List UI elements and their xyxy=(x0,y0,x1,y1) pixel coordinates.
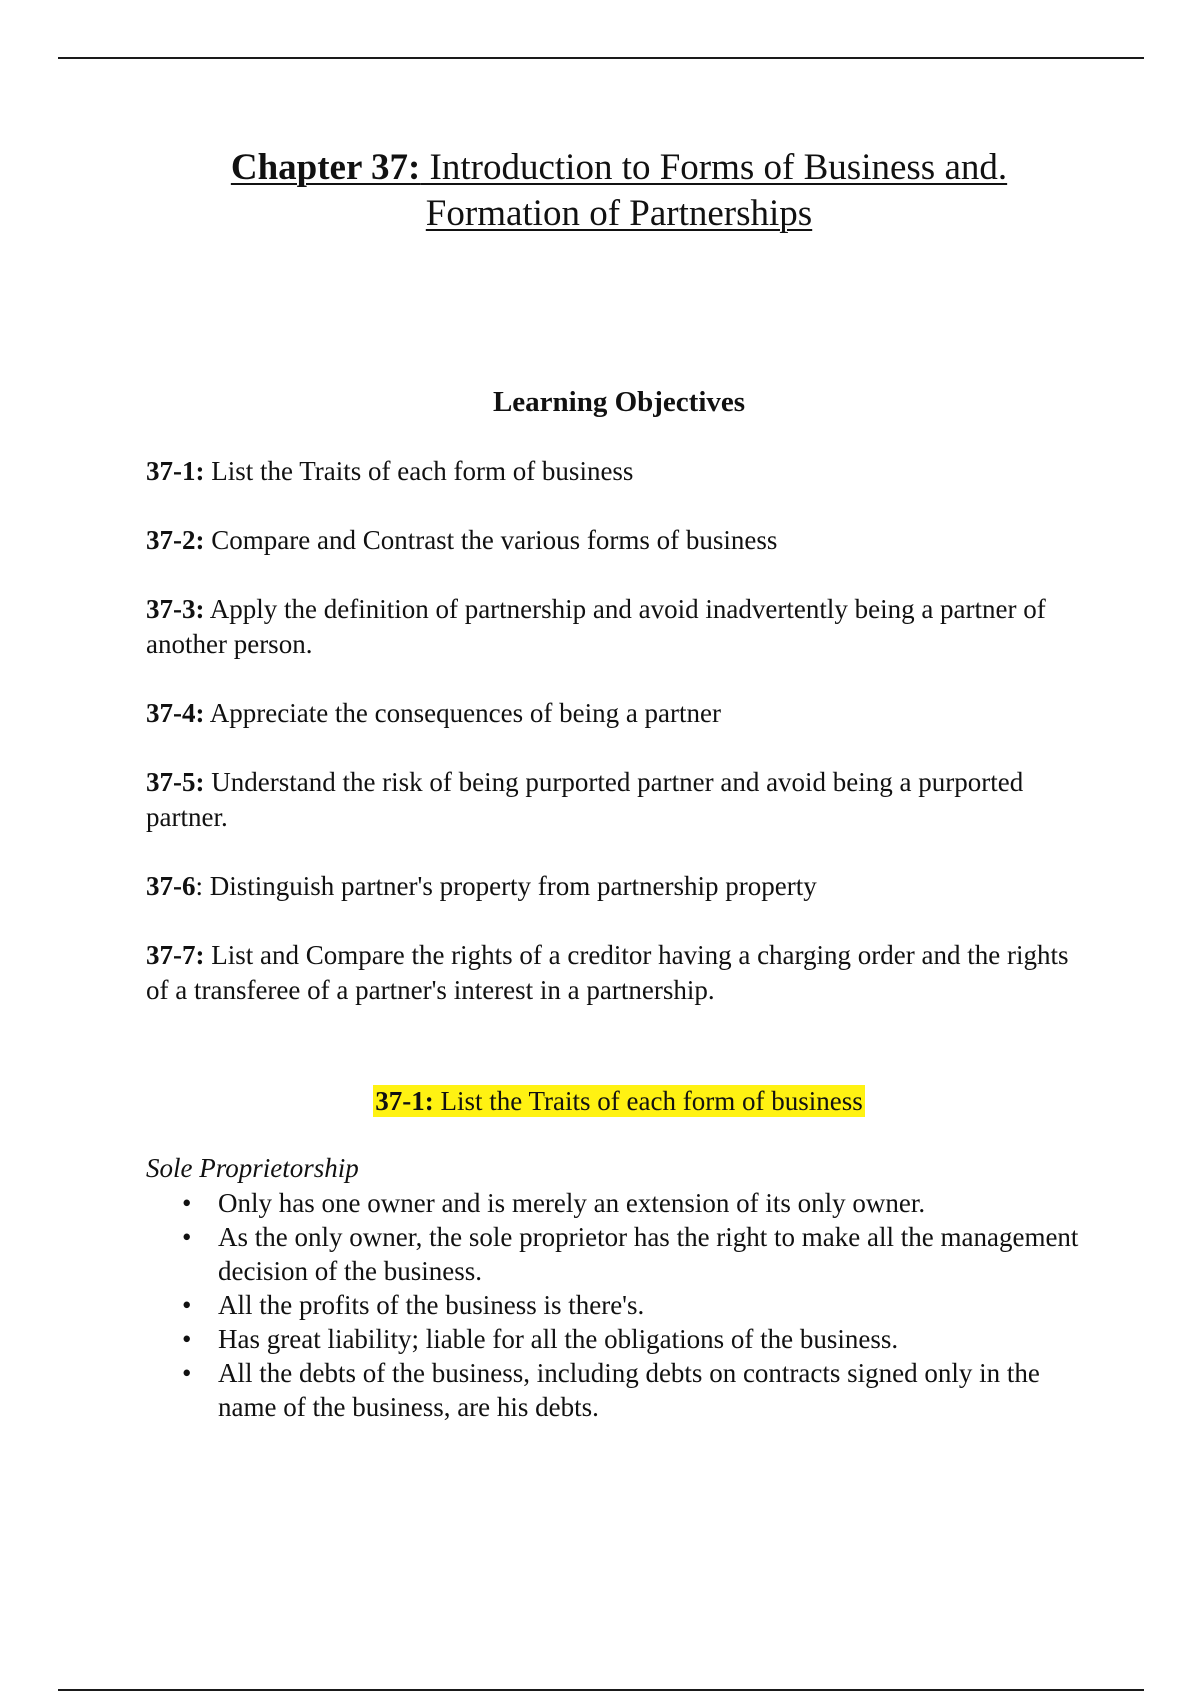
title-chapter-number: Chapter 37: xyxy=(230,147,421,188)
list-item xyxy=(146,1288,1086,1322)
objective-number: 37-1: xyxy=(146,456,205,486)
objective-number: 37-3: xyxy=(146,594,205,624)
list-item xyxy=(146,1356,1086,1424)
traits-bullet-list xyxy=(146,1186,1086,1424)
list-item-text: Has great liability; liable for all the obligations of the business. xyxy=(218,1324,899,1354)
objective-text: Understand the risk of being purported partner and avoid being a purported partner. xyxy=(146,767,1024,832)
section-heading-number: 37-1: xyxy=(375,1086,434,1116)
title-line-2: Formation of Partnerships xyxy=(425,193,813,234)
objective-text: Apply the definition of partnership and avoid inadvertently being a partner of another person. xyxy=(146,594,1046,659)
list-item xyxy=(146,1186,1086,1220)
list-item-text: All the profits of the business is there's. xyxy=(218,1290,645,1320)
objective-text: List the Traits of each form of business xyxy=(204,456,634,486)
bullet-icon: • xyxy=(182,1324,192,1354)
objective-number: 37-4: xyxy=(146,698,205,728)
section-heading-text: List the Traits of each form of business xyxy=(433,1086,863,1116)
objective-text: Appreciate the consequences of being a partner xyxy=(204,698,722,728)
objective-text: List and Compare the rights of a creditor having a charging order and the rights of a transferee of a partner's interest in a partnership. xyxy=(146,940,1069,1005)
list-item xyxy=(146,1220,1086,1288)
objective-text: : Distinguish partner's property from partnership property xyxy=(195,871,817,901)
title-line-1 xyxy=(231,147,1007,188)
bullet-icon: • xyxy=(182,1222,192,1252)
list-item-text: As the only owner, the sole proprietor has the right to make all the management decision of the business. xyxy=(218,1222,1079,1286)
learning-objectives-heading: Learning Objectives xyxy=(492,386,746,418)
objective-item xyxy=(146,592,1086,662)
page-title xyxy=(60,145,1178,237)
objective-item xyxy=(146,765,1086,835)
objective-number: 37-7: xyxy=(146,940,205,970)
objective-item xyxy=(146,696,1086,731)
list-item-text: Only has one owner and is merely an extension of its only owner. xyxy=(218,1188,926,1218)
objective-text: Compare and Contrast the various forms of business xyxy=(204,525,778,555)
objective-item xyxy=(146,523,1086,558)
bullet-icon: • xyxy=(182,1290,192,1320)
objective-number: 37-5: xyxy=(146,767,205,797)
title-line-1-text: Introduction to Forms of Business and. xyxy=(420,147,1008,188)
objective-number: 37-2: xyxy=(146,525,205,555)
objective-number: 37-6 xyxy=(146,871,196,901)
top-rule xyxy=(58,57,1144,59)
objective-item xyxy=(146,454,1086,489)
objective-item xyxy=(146,938,1086,1008)
highlight-mark xyxy=(373,1085,864,1117)
list-item xyxy=(146,1322,1086,1356)
section-heading-highlighted xyxy=(60,1083,1178,1119)
objectives-list xyxy=(146,454,1086,1042)
sole-proprietorship-subheading: Sole Proprietorship xyxy=(146,1153,359,1183)
objective-item xyxy=(146,869,1086,904)
bottom-rule xyxy=(58,1689,1144,1691)
bullet-icon: • xyxy=(182,1188,192,1218)
list-item-text: All the debts of the business, including debts on contracts signed only in the name of the business, are his debts. xyxy=(218,1358,1040,1422)
bullet-icon: • xyxy=(182,1358,192,1388)
